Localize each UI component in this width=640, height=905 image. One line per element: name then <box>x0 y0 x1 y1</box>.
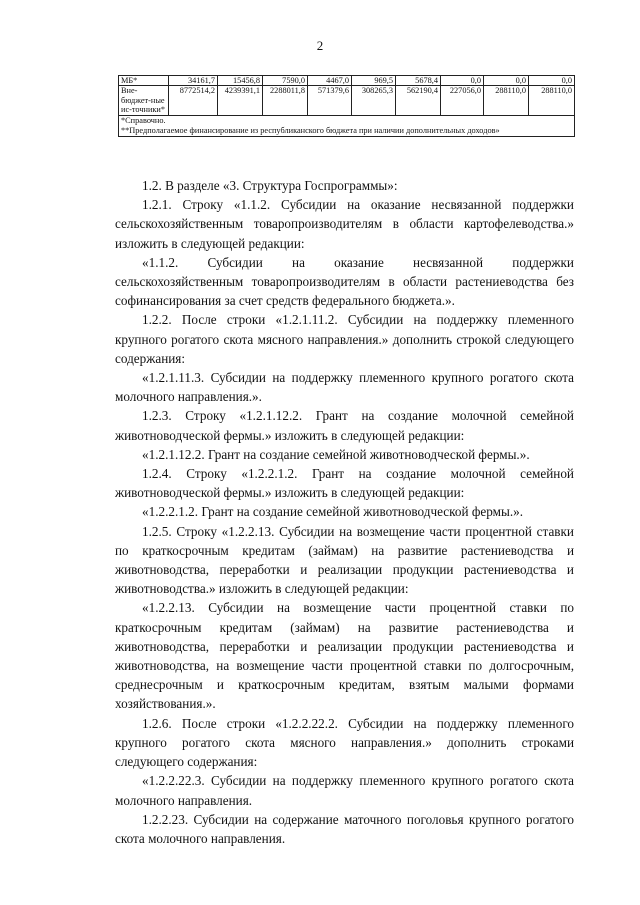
funding-table <box>118 75 575 137</box>
paragraph: 1.2. В разделе «3. Структура Госпрограммы»: <box>142 178 398 193</box>
paragraph: «1.2.2.1.2. Грант на создание семейной животноводческой фермы.». <box>142 504 524 520</box>
table-notes <box>119 115 575 136</box>
page-number: 2 <box>316 38 324 53</box>
table-cell: 227056,0 <box>441 86 484 115</box>
table-cell: 4239391,1 <box>218 86 263 115</box>
table-row <box>119 76 575 86</box>
paragraph: 1.2.4. Строку «1.2.2.1.2. Грант на создание молочной семейной животноводческой фермы.» изложить в следующей редакции: <box>115 466 574 501</box>
paragraph: «1.2.1.11.3. Субсидии на поддержку племенного крупного рогатого скота молочного направления.». <box>115 370 574 405</box>
row-label: МБ* <box>119 76 169 86</box>
document-body <box>115 176 574 848</box>
paragraph: «1.2.1.12.2. Грант на создание семейной животноводческой фермы.». <box>142 446 530 462</box>
paragraph: 1.2.5. Строку «1.2.2.13. Субсидии на возмещение части процентной ставки по краткосрочным кредитам (займам) на развитие растениеводства и животноводства, переработки и реализации продукции растениеводства и животноводства.» изложить в следующей редакции: <box>115 523 574 597</box>
paragraph: 1.2.3. Строку «1.2.1.12.2. Грант на создание молочной семейной животноводческой фермы.» изложить в следующей редакции: <box>115 408 574 443</box>
paragraph: 1.2.1. Строку «1.1.2. Субсидии на оказание несвязанной поддержки сельскохозяйственным товаропроизводителям в области картофелеводства.» изложить в следующей редакции: <box>115 197 574 251</box>
table-cell: 2288011,8 <box>263 86 308 115</box>
paragraph: 1.2.6. После строки «1.2.2.22.2. Субсидии на поддержку племенного крупного рогатого скота мясного направления.» дополнить строками следующего содержания: <box>115 715 574 770</box>
footnote-financing: **Предполагаемое финансирование из республиканского бюджета при наличии дополнительных доходов» <box>121 125 500 135</box>
table-cell: 0,0 <box>484 76 529 86</box>
table-row <box>119 86 575 115</box>
table-cell: 5678,4 <box>396 76 441 86</box>
table-cell: 34161,7 <box>169 76 218 86</box>
footnote-reference: *Справочно. <box>121 115 166 125</box>
paragraph: «1.2.2.22.3. Субсидии на поддержку племенного крупного рогатого скота молочного направления. <box>115 773 574 808</box>
table-cell: 15456,8 <box>218 76 263 86</box>
table-cell: 0,0 <box>529 76 575 86</box>
row-label: Вне-бюджет-ные ис-точники* <box>119 86 169 115</box>
table-cell: 4467,0 <box>308 76 352 86</box>
table-cell: 288110,0 <box>529 86 575 115</box>
table-cell: 969,5 <box>352 76 396 86</box>
table-cell: 0,0 <box>441 76 484 86</box>
table-cell: 8772514,2 <box>169 86 218 115</box>
table-cell: 7590,0 <box>263 76 308 86</box>
table-cell: 308265,3 <box>352 86 396 115</box>
paragraph: 1.2.2. После строки «1.2.1.11.2. Субсидии на поддержку племенного крупного рогатого скота мясного направления.» дополнить строкой следующего содержания: <box>115 312 574 366</box>
table-notes-row <box>119 115 575 136</box>
paragraph: «1.1.2. Субсидии на оказание несвязанной поддержки сельскохозяйственным товаропроизводителям в области растениеводства без софинансирования за счет средств федерального бюджета.». <box>115 254 574 309</box>
paragraph: «1.2.2.13. Субсидии на возмещение части процентной ставки по краткосрочным кредитам (займам) на развитие растениеводства и животноводства, переработки и реализации продукции растениеводства и животноводства, на возмещение части процентной ставки по долгосрочным, среднесрочным и краткосрочным кредитам, взятым малыми формами хозяйствования.». <box>115 600 574 712</box>
paragraph: 1.2.2.23. Субсидии на содержание маточного поголовья крупного рогатого скота молочного направления. <box>115 811 574 846</box>
table-cell: 288110,0 <box>484 86 529 115</box>
table-cell: 562190,4 <box>396 86 441 115</box>
table-cell: 571379,6 <box>308 86 352 115</box>
